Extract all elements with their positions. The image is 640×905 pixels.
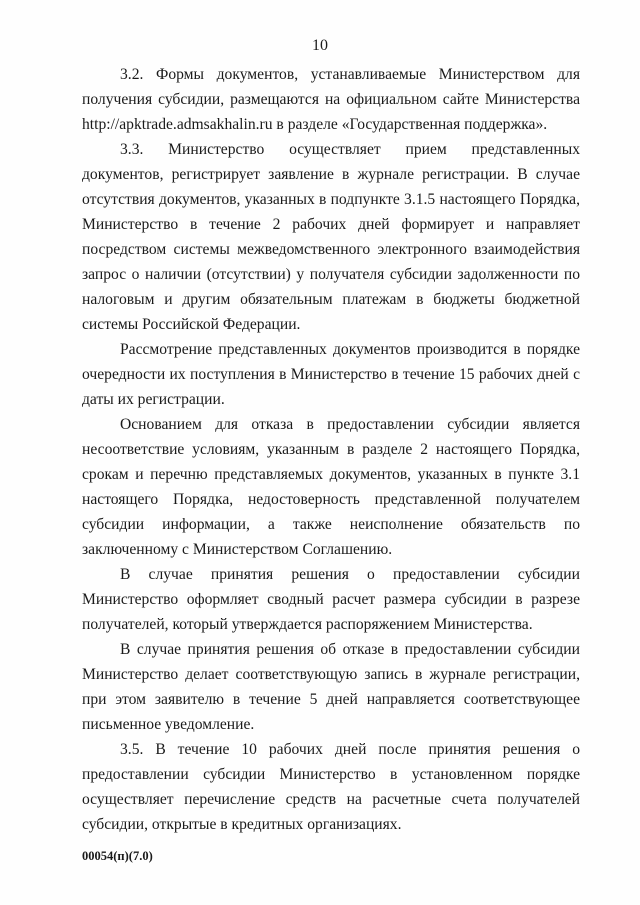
- paragraph-approval-decision: В случае принятия решения о предоставлении субсидии Министерство оформляет сводный расчет размера субсидии в разрезе получателей, который утверждается распоряжением Министерства.: [82, 566, 580, 633]
- paragraph-3-3: 3.3. Министерство осуществляет прием представленных документов, регистрирует заявление в журнале регистрации. В случае отсутствия документов, указанных в подпункте 3.1.5 настоящего Порядка, Министерство в течение 2 рабочих дней формирует и направляет посредством системы межведомственного электронного взаимодействия запрос о наличии (отсутствии) у получателя субсидии задолженности по налоговым и другим обязательным платежам в бюджеты бюджетной системы Российской Федерации.: [82, 141, 580, 333]
- paragraph-3-2: 3.2. Формы документов, устанавливаемые Министерством для получения субсидии, размещаются на официальном сайте Министерства http://apktrade.admsakhalin.ru в разделе «Государственная поддержка».: [82, 66, 580, 133]
- paragraph-refusal-grounds: Основанием для отказа в предоставлении субсидии является несоответствие условиям, указанным в разделе 2 настоящего Порядка, срокам и перечню представляемых документов, указанных в пункте 3.1 настоящего Порядка, недостоверность представленной получателем субсидии информации, а также неисполнение обязательств по заключенному с Министерством Соглашению.: [82, 416, 580, 558]
- document-body: [82, 62, 580, 837]
- paragraph-review-order: Рассмотрение представленных документов производится в порядке очередности их поступления в Министерство в течение 15 рабочих дней с даты их регистрации.: [82, 341, 580, 408]
- document-code: 00054(п)(7.0): [82, 849, 153, 863]
- paragraph-refusal-decision: В случае принятия решения об отказе в предоставлении субсидии Министерство делает соответствующую запись в журнале регистрации, при этом заявителю в течение 5 дней направляется соответствующее письменное уведомление.: [82, 641, 580, 733]
- paragraph-3-5: 3.5. В течение 10 рабочих дней после принятия решения о предоставлении субсидии Министерство в установленном порядке осуществляет перечисление средств на расчетные счета получателей субсидии, открытые в кредитных организациях.: [82, 741, 580, 833]
- page-number: 10: [312, 37, 328, 54]
